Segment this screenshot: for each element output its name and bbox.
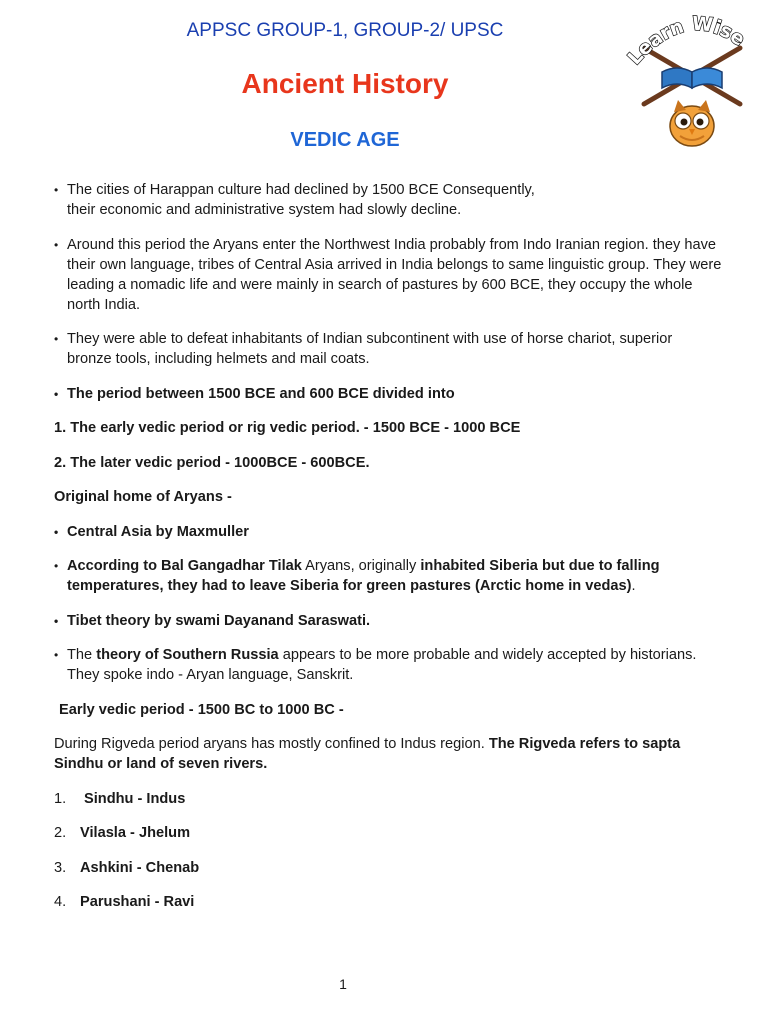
theory-dayanand: • Tibet theory by swami Dayanand Saraswati.	[54, 612, 371, 629]
paragraph-aryans-arrival: • Around this period the Aryans enter the Northwest India probably from Indo Iranian region. they have their own language, tribes of Central Asia arrived in India belongs to same linguistic group. They were leading a nomadic life and were mainly in search of pastures by 600 BCE, they occupy the whole north India.	[54, 236, 722, 313]
list-item: 1. Sindhu - Indus	[54, 790, 186, 807]
bullet-icon: •	[54, 524, 59, 539]
paragraph-harappan-decline: • The cities of Harappan culture had declined by 1500 BCE Consequently, their economic and administrative system had slowly decline.	[54, 182, 535, 218]
bullet-icon: •	[54, 183, 59, 197]
later-vedic-period-line: 2. The later vedic period - 1000BCE - 600BCE.	[54, 454, 370, 471]
theory-tilak: • According to Bal Gangadhar Tilak Aryans, originally inhabited Siberia but due to falling temperatures, they had to leave Siberia for green pastures (Arctic home in vedas).	[54, 558, 660, 594]
logo-wordmark	[622, 8, 762, 68]
section-title: VEDIC AGE	[290, 129, 400, 151]
paragraph-sapta-sindhu: During Rigveda period aryans has mostly confined to Indus region. The Rigveda refers to sapta Sindhu or land of seven rivers.	[54, 736, 681, 772]
page-number: 1	[339, 976, 347, 992]
theory-maxmuller: • Central Asia by Maxmuller	[54, 523, 249, 540]
list-item: 3. Ashkini - Chenab	[54, 859, 200, 876]
document-body	[54, 180, 734, 927]
theory-southern-russia: • The theory of Southern Russia appears to be more probable and widely accepted by historians. They spoke indo - Aryan language, Sanskrit.	[54, 647, 697, 683]
header-exam-line: APPSC GROUP-1, GROUP-2/ UPSC	[186, 20, 504, 41]
page-title: Ancient History	[241, 68, 449, 99]
bullet-icon: •	[54, 613, 59, 628]
paragraph-period-division: • The period between 1500 BCE and 600 BCE divided into	[54, 385, 455, 402]
svg-text:Learn Wise: Learn Wise	[623, 12, 749, 68]
bullet-icon: •	[54, 332, 59, 346]
bullet-icon: •	[54, 386, 59, 401]
bullet-icon: •	[54, 559, 59, 573]
list-item: 2. Vilasla - Jhelum	[54, 825, 191, 841]
bullet-icon: •	[54, 648, 59, 662]
original-home-heading: Original home of Aryans -	[54, 489, 232, 505]
list-item: 4. Parushani - Ravi	[54, 894, 195, 910]
bullet-icon: •	[54, 237, 59, 252]
paragraph-aryan-conquest: • They were able to defeat inhabitants of Indian subcontinent with use of horse chariot, superior bronze tools, including helmets and mail coats.	[54, 331, 673, 367]
early-vedic-period-line: 1. The early vedic period or rig vedic period. - 1500 BCE - 1000 BCE	[54, 420, 521, 436]
early-vedic-heading: Early vedic period - 1500 BC to 1000 BC -	[59, 701, 344, 718]
